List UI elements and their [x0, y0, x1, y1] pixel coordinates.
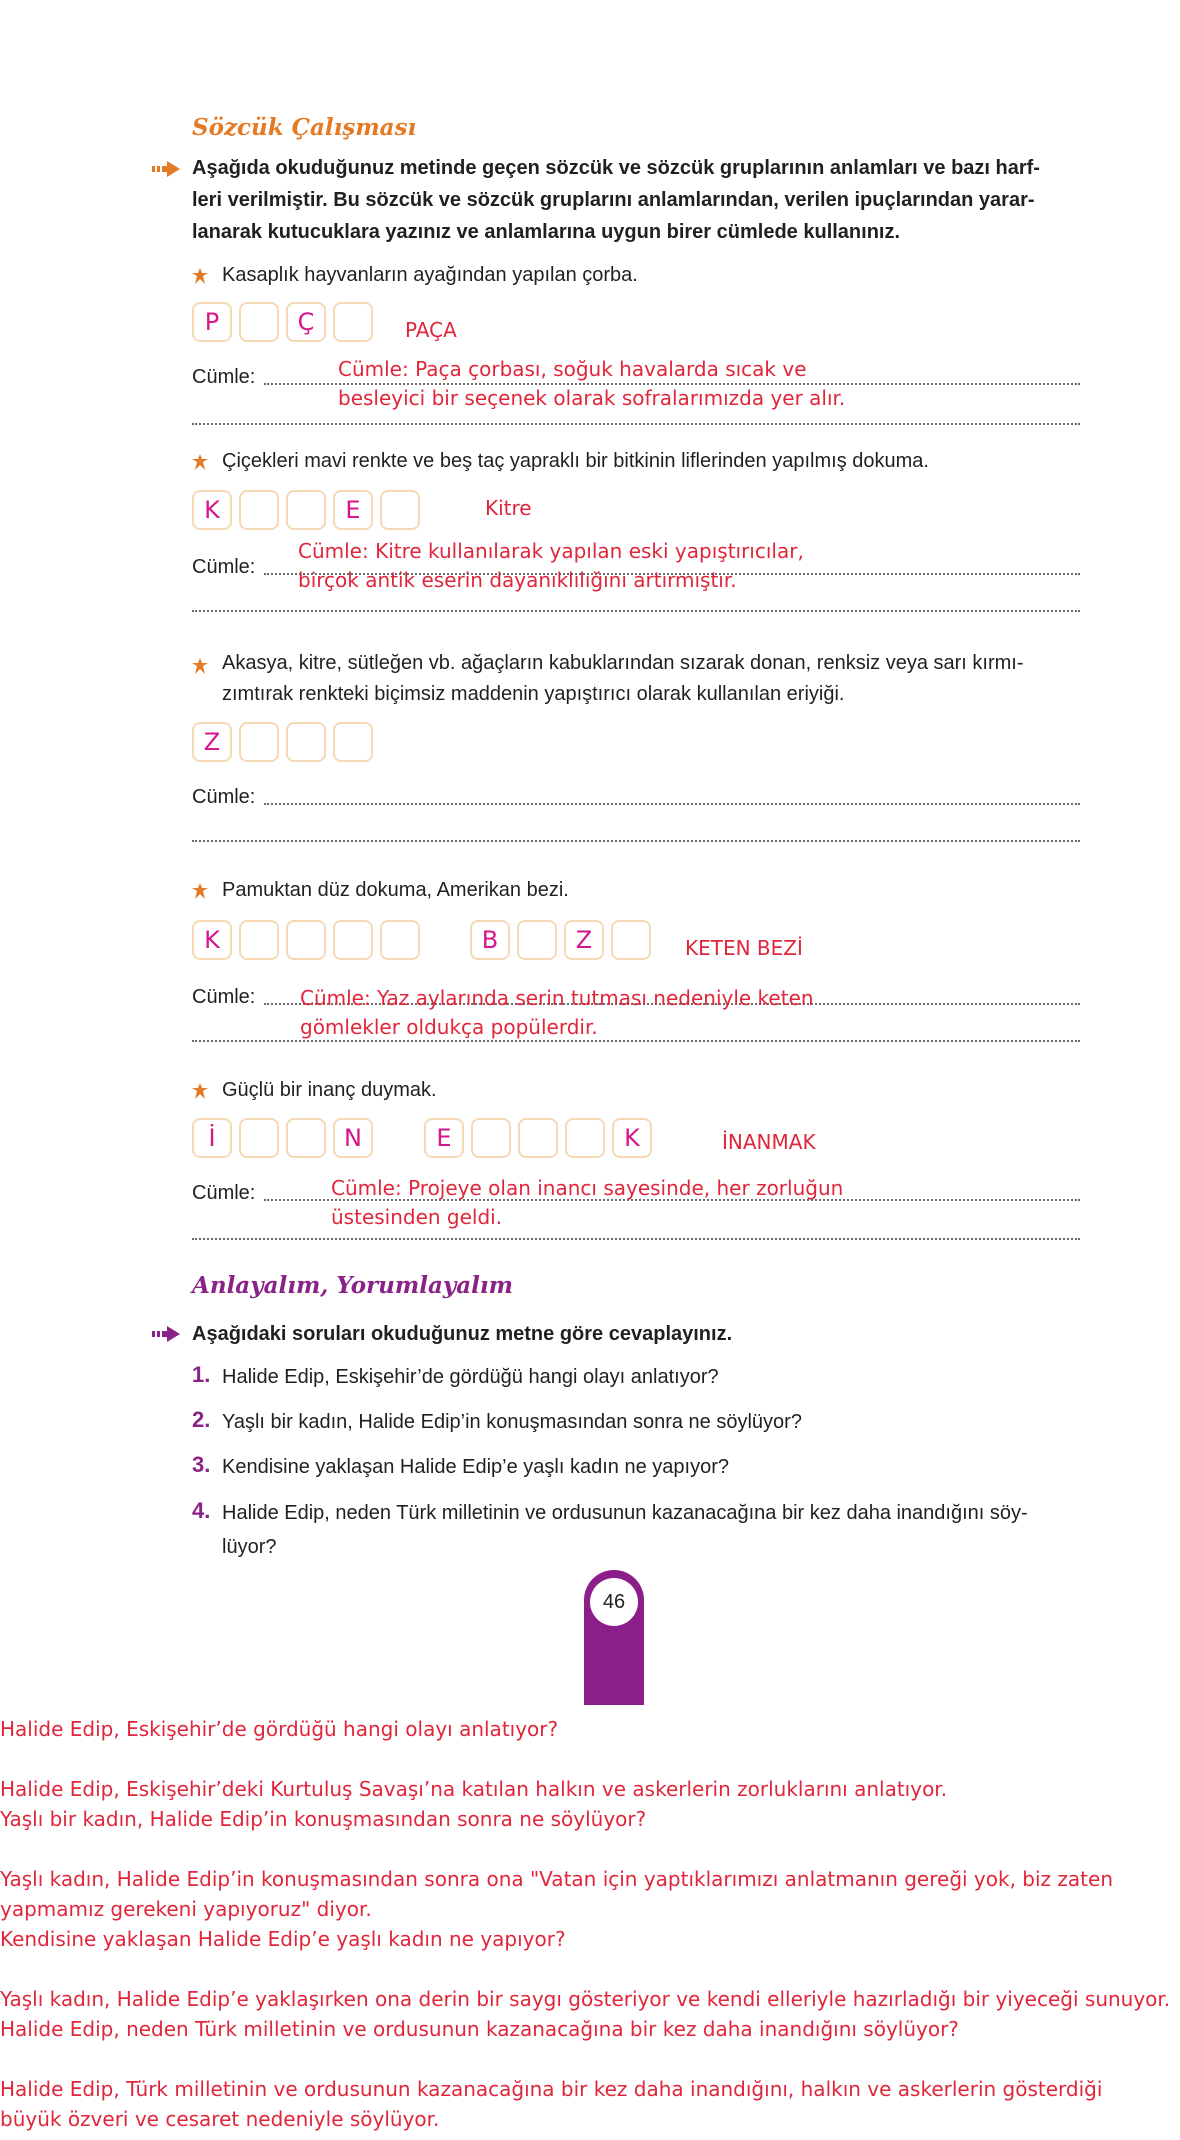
dotted-line[interactable] [192, 840, 1080, 842]
answer-line [0, 1744, 1180, 1774]
bullet-star-icon [192, 658, 208, 674]
question-number: 4. [192, 1498, 211, 1523]
cumle-label: Cümle: [192, 786, 256, 808]
letter-box[interactable]: B [470, 920, 510, 960]
letter-box[interactable] [239, 490, 279, 530]
cumle-label: Cümle: [192, 366, 256, 388]
letter-box[interactable] [239, 722, 279, 762]
letter-box[interactable]: Ç [286, 302, 326, 342]
letter-box[interactable] [239, 1118, 279, 1158]
dotted-line [192, 423, 1080, 425]
letter-box[interactable] [333, 302, 373, 342]
question-text: Halide Edip, neden Türk milletinin ve ordusunun kazanacağına bir kez daha inandığını söy- lüyor? [222, 1502, 1028, 1558]
question-number: 3. [192, 1452, 211, 1477]
clue-text: Kasaplık hayvanların ayağından yapılan çorba. [222, 264, 638, 286]
answers-block [0, 1714, 1180, 2134]
question-number: 2. [192, 1407, 211, 1432]
letter-box[interactable] [333, 920, 373, 960]
answer-line: büyük özveri ve cesaret nedeniyle söylüyor. [0, 2107, 440, 2131]
letter-box[interactable]: N [333, 1118, 373, 1158]
dotted-line [192, 610, 1080, 612]
letter-box[interactable] [286, 722, 326, 762]
letter-box[interactable] [380, 490, 420, 530]
bullet-star-icon [192, 1083, 208, 1099]
answer-line: Halide Edip, Eskişehir’deki Kurtuluş Savaşı’na katılan halkın ve askerlerin zorluklarını anlatıyor. [0, 1777, 948, 1801]
instruction-sozcuk: Aşağıda okuduğunuz metinde geçen sözcük ve sözcük gruplarının anlamları ve bazı harf- leri verilmiştir. Bu sözcük ve sözcük gruplarını anlamlarından, verilen ipuçlarından yarar- lanarak kutucuklara yazınız ve anlamlarına uygun birer cümlede kullanınız. [192, 157, 1040, 243]
dotted-line [192, 1238, 1080, 1240]
answer-line [0, 1834, 1180, 1864]
letter-box[interactable] [239, 920, 279, 960]
letter-box[interactable] [517, 920, 557, 960]
sentence-answer: Cümle: Kitre kullanılarak yapılan eski yapıştırıcılar, birçok antik eserin dayanıklılığını artırmıştır. [298, 539, 804, 592]
arrow-icon [152, 1326, 180, 1342]
clue-text: Akasya, kitre, sütleğen vb. ağaçların kabuklarından sızarak donan, renksiz veya sarı kırmı- zımtırak renkteki biçimsiz maddenin yapıştırıcı olarak kullanılan eriyiği. [222, 652, 1024, 705]
cumle-label: Cümle: [192, 556, 256, 578]
answer-word: İNANMAK [722, 1130, 816, 1154]
clue-text: Güçlü bir inanç duymak. [222, 1079, 437, 1101]
clue-text: Pamuktan düz dokuma, Amerikan bezi. [222, 879, 569, 901]
letter-box[interactable] [333, 722, 373, 762]
letter-box[interactable] [286, 920, 326, 960]
letter-box[interactable]: K [192, 490, 232, 530]
letter-box[interactable]: P [192, 302, 232, 342]
letter-box[interactable]: Z [564, 920, 604, 960]
answer-line: Yaşlı bir kadın, Halide Edip’in konuşmasından sonra ne söylüyor? [0, 1807, 647, 1831]
letter-box[interactable] [471, 1118, 511, 1158]
letter-box[interactable] [286, 490, 326, 530]
letter-box[interactable]: E [333, 490, 373, 530]
question-number: 1. [192, 1362, 211, 1387]
answer-line: Yaşlı kadın, Halide Edip’e yaklaşırken ona derin bir saygı gösteriyor ve kendi elleriyle hazırladığı bir yiyeceği sunuyor. [0, 1987, 1171, 2011]
cumle-label: Cümle: [192, 986, 256, 1008]
answer-word: PAÇA [405, 318, 457, 342]
letter-box[interactable]: K [612, 1118, 652, 1158]
page-number: 46 [590, 1578, 638, 1626]
answer-line [0, 2044, 1180, 2074]
bullet-star-icon [192, 883, 208, 899]
bullet-star-icon [192, 268, 208, 284]
letter-box[interactable] [518, 1118, 558, 1158]
instruction-anlayalim: Aşağıdaki soruları okuduğunuz metne göre cevaplayınız. [192, 1323, 733, 1345]
sentence-answer: Cümle: Yaz aylarında serin tutması nedeniyle keten gömlekler oldukça popülerdir. [300, 986, 814, 1039]
arrow-icon [152, 161, 180, 177]
sentence-answer: Cümle: Paça çorbası, soğuk havalarda sıcak ve besleyici bir seçenek olarak sofralarımızda yer alır. [338, 357, 846, 410]
answer-line [0, 1954, 1180, 1984]
bullet-star-icon [192, 454, 208, 470]
answer-line: Yaşlı kadın, Halide Edip’in konuşmasından sonra ona "Vatan için yaptıklarımızı anlatmanın gereği yok, biz zaten [0, 1867, 1113, 1891]
letter-box[interactable] [565, 1118, 605, 1158]
answer-line: yapmamız gerekeni yapıyoruz" diyor. [0, 1897, 372, 1921]
cumle-label: Cümle: [192, 1182, 256, 1204]
answer-line: Kendisine yaklaşan Halide Edip’e yaşlı kadın ne yapıyor? [0, 1927, 566, 1951]
sentence-answer: Cümle: Projeye olan inancı sayesinde, her zorluğun üstesinden geldi. [331, 1176, 844, 1229]
letter-box[interactable] [239, 302, 279, 342]
letter-box[interactable]: E [424, 1118, 464, 1158]
answer-line: Halide Edip, Türk milletinin ve ordusunun kazanacağına bir kez daha inandığını, halkın ve askerlerin gösterdiği [0, 2077, 1103, 2101]
letter-box[interactable] [611, 920, 651, 960]
clue-text: Çiçekleri mavi renkte ve beş taç yapraklı bir bitkinin liflerinden yapılmış dokuma. [222, 450, 929, 472]
letter-box[interactable]: İ [192, 1118, 232, 1158]
section-title-anlayalim: Anlayalım, Yorumlayalım [192, 1272, 513, 1299]
letter-box[interactable]: K [192, 920, 232, 960]
section-title-sozcuk: Sözcük Çalışması [192, 114, 417, 141]
dotted-line[interactable] [264, 803, 1080, 805]
answer-line: Halide Edip, Eskişehir’de gördüğü hangi olayı anlatıyor? [0, 1717, 559, 1741]
answer-word: Kitre [485, 496, 532, 520]
answer-word: KETEN BEZİ [685, 936, 803, 960]
answer-line: Halide Edip, neden Türk milletinin ve ordusunun kazanacağına bir kez daha inandığını söylüyor? [0, 2017, 959, 2041]
letter-box[interactable] [286, 1118, 326, 1158]
question-text: Halide Edip, Eskişehir’de gördüğü hangi olayı anlatıyor? [222, 1366, 719, 1388]
letter-box[interactable] [380, 920, 420, 960]
letter-box[interactable]: Z [192, 722, 232, 762]
question-text: Kendisine yaklaşan Halide Edip’e yaşlı kadın ne yapıyor? [222, 1456, 729, 1478]
question-text: Yaşlı bir kadın, Halide Edip’in konuşmasından sonra ne söylüyor? [222, 1411, 802, 1433]
